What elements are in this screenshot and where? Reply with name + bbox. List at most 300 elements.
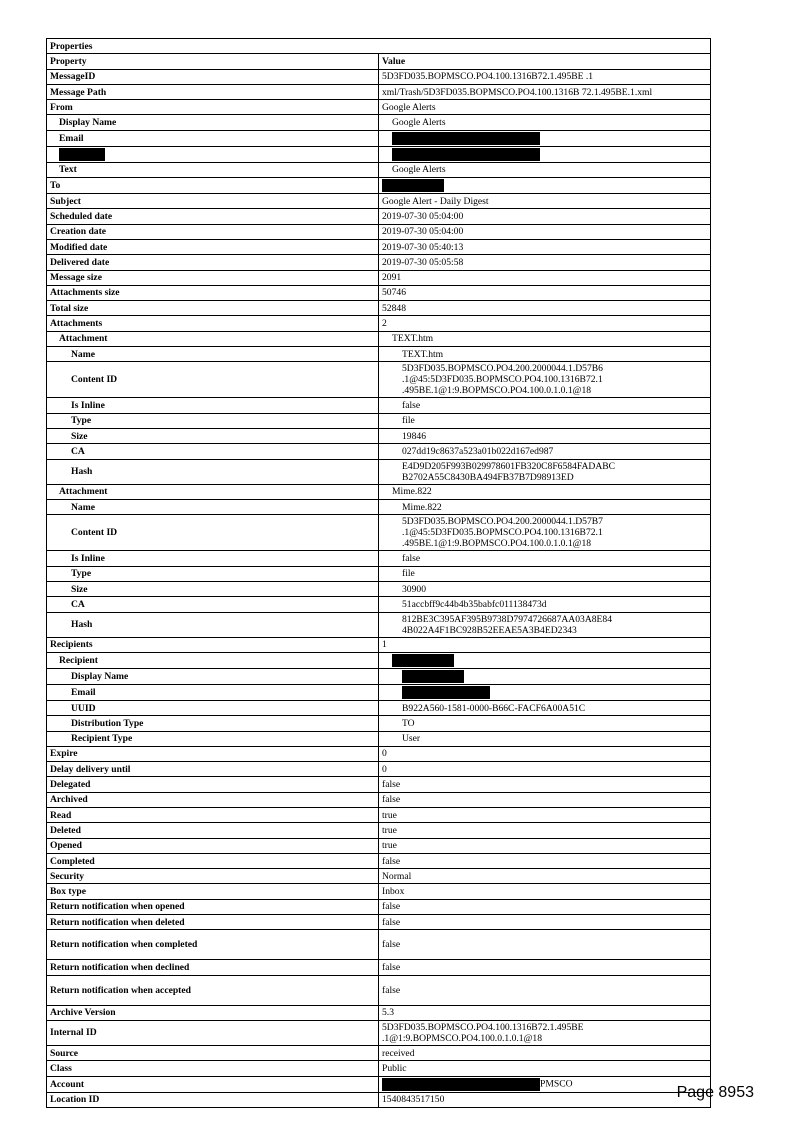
property-value — [379, 853, 711, 868]
redaction-block — [59, 148, 105, 161]
property-name-text: Return notification when deleted — [50, 916, 185, 928]
property-value — [379, 515, 711, 551]
property-value-text: false — [382, 855, 401, 867]
redaction-block — [392, 654, 454, 667]
property-value-text: Inbox — [382, 886, 405, 898]
property-name-text: Content ID — [71, 527, 118, 539]
property-value-text: Google Alert - Daily Digest — [382, 195, 489, 207]
property-name-text: Size — [71, 430, 88, 442]
property-value — [379, 884, 711, 899]
property-name — [47, 581, 379, 596]
property-value-text: Normal — [382, 870, 412, 882]
property-name — [47, 597, 379, 612]
property-value-text: 0 — [382, 763, 387, 775]
property-row — [47, 853, 711, 868]
property-name-text: Delay delivery until — [50, 763, 131, 775]
property-name-text: Total size — [50, 302, 89, 314]
property-value — [379, 347, 711, 362]
property-value — [379, 637, 711, 652]
property-name-text: Attachment — [59, 333, 108, 345]
property-value-text: 2091 — [382, 272, 402, 284]
property-row — [47, 398, 711, 413]
properties-body — [47, 39, 711, 1108]
property-name — [47, 239, 379, 254]
section-title: Properties — [47, 39, 711, 54]
property-row — [47, 362, 711, 398]
property-name — [47, 115, 379, 130]
property-row — [47, 69, 711, 84]
redaction-block — [402, 686, 490, 699]
property-row — [47, 668, 711, 684]
property-row — [47, 612, 711, 637]
property-name-text: Modified date — [50, 241, 108, 253]
property-row — [47, 652, 711, 668]
section-title-row — [47, 39, 711, 54]
property-value-text: 51accbff9c44b4b35babfc011138473d — [402, 598, 547, 610]
property-name — [47, 100, 379, 115]
property-name-text: Is Inline — [71, 400, 105, 412]
property-name-text: Display Name — [59, 117, 117, 129]
property-row — [47, 777, 711, 792]
property-name — [47, 1046, 379, 1061]
property-name-text: Opened — [50, 840, 82, 852]
header-row — [47, 54, 711, 69]
property-row — [47, 331, 711, 346]
property-row — [47, 1061, 711, 1076]
property-row — [47, 115, 711, 130]
property-name — [47, 194, 379, 209]
property-row — [47, 823, 711, 838]
property-value — [379, 612, 711, 637]
property-row — [47, 459, 711, 484]
property-name-text: Message Path — [50, 86, 107, 98]
property-value-text: 2019-07-30 05:40:13 — [382, 241, 464, 253]
property-value-text: Google Alerts — [392, 117, 446, 129]
property-row — [47, 84, 711, 99]
property-row — [47, 347, 711, 362]
property-value-text: 2 — [382, 318, 387, 330]
property-name-text: Read — [50, 809, 72, 821]
property-value-text: false — [402, 553, 421, 564]
property-row — [47, 684, 711, 700]
redaction-block — [392, 132, 540, 145]
property-value — [379, 930, 711, 960]
property-name-text: Return notification when declined — [50, 962, 190, 973]
property-name-text: Email — [59, 132, 84, 144]
property-row — [47, 1092, 711, 1107]
property-name-text: Attachments — [50, 318, 103, 330]
property-name — [47, 499, 379, 514]
property-row — [47, 838, 711, 853]
property-value — [379, 869, 711, 884]
property-value-text: TEXT.htm — [402, 348, 444, 360]
property-value-text: 5D3FD035.BOPMSCO.PO4.200.2000044.1.D57B6 .1@45:5D3FD035.BOPMSCO.PO4.100.1316B72.1 .495BE.1@1:9.BOPMSCO.PO4.100.0.1.0.1@18 — [402, 363, 603, 397]
property-name — [47, 762, 379, 777]
property-name — [47, 347, 379, 362]
property-name-text: Deleted — [50, 824, 81, 836]
property-value-text: 5D3FD035.BOPMSCO.PO4.100.1316B72.1.495BE .1@1:9.BOPMSCO.PO4.100.0.1.0.1@18 — [382, 1021, 584, 1044]
property-value-text: 5D3FD035.BOPMSCO.PO4.100.1316B72.1.495BE .1 — [382, 71, 594, 83]
property-name-text: Location ID — [50, 1094, 100, 1106]
property-value — [379, 84, 711, 99]
property-value — [379, 429, 711, 444]
property-value-text: false — [382, 939, 401, 951]
property-row — [47, 762, 711, 777]
property-row — [47, 194, 711, 209]
property-row — [47, 239, 711, 254]
property-value — [379, 316, 711, 331]
property-name-text: MessageID — [50, 71, 96, 83]
property-name — [47, 731, 379, 746]
property-value — [379, 731, 711, 746]
property-value-text: false — [382, 779, 401, 791]
property-name — [47, 960, 379, 975]
property-name-text: Class — [50, 1062, 72, 1074]
property-name — [47, 1076, 379, 1092]
property-name-text: Type — [71, 415, 92, 427]
property-row — [47, 716, 711, 731]
property-row — [47, 316, 711, 331]
property-value — [379, 270, 711, 285]
property-value — [379, 285, 711, 300]
property-value-text: PMSCO — [540, 1078, 573, 1090]
property-row — [47, 1076, 711, 1092]
property-value — [379, 1020, 711, 1045]
property-value — [379, 668, 711, 684]
property-value-text: 027dd19c8637a523a01b022d167ed987 — [402, 445, 554, 457]
property-value — [379, 100, 711, 115]
property-value — [379, 762, 711, 777]
property-name — [47, 899, 379, 914]
property-name — [47, 285, 379, 300]
property-value — [379, 684, 711, 700]
property-name — [47, 224, 379, 239]
property-value — [379, 413, 711, 428]
property-value-text: 0 — [382, 748, 387, 760]
property-value — [379, 652, 711, 668]
property-name-text: Return notification when accepted — [50, 984, 191, 996]
property-row — [47, 792, 711, 807]
property-value — [379, 69, 711, 84]
property-row — [47, 499, 711, 514]
header-property: Property — [47, 54, 379, 69]
property-row — [47, 869, 711, 884]
property-value — [379, 224, 711, 239]
property-name-text: Account — [50, 1078, 85, 1090]
property-value — [379, 975, 711, 1005]
property-row — [47, 915, 711, 930]
property-name-text: Size — [71, 583, 88, 595]
property-row — [47, 100, 711, 115]
property-name — [47, 792, 379, 807]
header-value: Value — [379, 54, 711, 69]
property-value — [379, 960, 711, 975]
property-row — [47, 178, 711, 194]
property-name — [47, 270, 379, 285]
property-value-text: xml/Trash/5D3FD035.BOPMSCO.PO4.100.1316B 72.1.495BE.1.xml — [382, 86, 653, 98]
property-name — [47, 823, 379, 838]
property-name-text: CA — [71, 598, 85, 610]
property-value-text: 2019-07-30 05:04:00 — [382, 211, 464, 222]
property-value-text: false — [402, 400, 421, 412]
properties-table — [46, 38, 711, 1108]
property-name-text: Expire — [50, 748, 78, 760]
property-row — [47, 581, 711, 596]
property-name-text: Creation date — [50, 226, 107, 238]
property-row — [47, 899, 711, 914]
property-value — [379, 716, 711, 731]
redaction-block — [392, 148, 540, 161]
property-value-text: file — [402, 415, 415, 427]
property-row — [47, 285, 711, 300]
property-row — [47, 130, 711, 146]
property-value-text: false — [382, 916, 401, 928]
property-name — [47, 869, 379, 884]
property-row — [47, 209, 711, 224]
property-row — [47, 162, 711, 177]
property-name — [47, 975, 379, 1005]
property-name — [47, 716, 379, 731]
property-value-text: 30900 — [402, 583, 426, 595]
property-value-text: 50746 — [382, 287, 406, 299]
property-row — [47, 731, 711, 746]
property-row — [47, 975, 711, 1005]
property-name-text: Hash — [71, 619, 93, 631]
property-name-text: Subject — [50, 195, 81, 207]
property-name — [47, 84, 379, 99]
property-value-text: 812BE3C395AF395B9738D7974726687AA03A8E84 4B022A4F1BC928B52EEAE5A3B4ED2343 — [402, 613, 613, 636]
property-value — [379, 301, 711, 316]
property-value — [379, 746, 711, 761]
property-value-text: 5.3 — [382, 1007, 394, 1019]
redaction-block — [382, 1078, 540, 1091]
property-row — [47, 1020, 711, 1045]
property-value-text: B922A560-1581-0000-B66C-FACF6A00A51C — [402, 702, 586, 714]
property-value-text: true — [382, 840, 397, 852]
property-name — [47, 162, 379, 177]
property-value — [379, 1046, 711, 1061]
property-name — [47, 130, 379, 146]
property-row — [47, 146, 711, 162]
property-name — [47, 915, 379, 930]
property-row — [47, 484, 711, 499]
property-name-text: Archive Version — [50, 1007, 116, 1019]
property-name-text: Scheduled date — [50, 211, 113, 222]
property-value — [379, 178, 711, 194]
property-value — [379, 700, 711, 715]
property-name — [47, 1061, 379, 1076]
property-row — [47, 270, 711, 285]
property-name — [47, 884, 379, 899]
property-value-text: 2019-07-30 05:05:58 — [382, 256, 464, 268]
property-value-text: false — [382, 984, 401, 996]
property-value — [379, 1061, 711, 1076]
property-name-text: Box type — [50, 886, 86, 898]
property-value — [379, 459, 711, 484]
property-name-text: Source — [50, 1047, 79, 1059]
property-value-text: Google Alerts — [382, 101, 436, 113]
property-value — [379, 777, 711, 792]
property-name-text: Attachment — [59, 486, 108, 498]
property-value-text: 52848 — [382, 302, 406, 314]
property-value — [379, 194, 711, 209]
property-name-text: From — [50, 101, 73, 113]
property-row — [47, 597, 711, 612]
property-name-text: Recipient Type — [71, 733, 133, 745]
property-name-text: Return notification when opened — [50, 901, 185, 913]
property-value-text: Mime.822 — [402, 501, 442, 513]
property-name — [47, 444, 379, 459]
property-value — [379, 146, 711, 162]
property-name — [47, 808, 379, 823]
property-value — [379, 1076, 711, 1092]
property-name — [47, 853, 379, 868]
property-value — [379, 398, 711, 413]
property-name-text: To — [50, 180, 61, 192]
property-name — [47, 566, 379, 581]
property-row — [47, 1005, 711, 1020]
redaction-block — [402, 670, 464, 683]
property-row — [47, 413, 711, 428]
property-name — [47, 413, 379, 428]
property-name-text: Recipients — [50, 639, 93, 651]
property-row — [47, 746, 711, 761]
property-value-text: file — [402, 568, 415, 580]
property-row — [47, 1046, 711, 1061]
property-name — [47, 551, 379, 566]
property-name — [47, 746, 379, 761]
property-value-text: true — [382, 809, 397, 821]
property-value — [379, 255, 711, 270]
property-name-text: CA — [71, 445, 85, 457]
property-name — [47, 209, 379, 224]
property-value-text: Public — [382, 1062, 407, 1074]
property-value-text: 2019-07-30 05:04:00 — [382, 226, 464, 238]
property-value — [379, 551, 711, 566]
property-name-text: Attachments size — [50, 287, 120, 299]
property-name — [47, 515, 379, 551]
property-row — [47, 960, 711, 975]
property-row — [47, 255, 711, 270]
property-row — [47, 884, 711, 899]
property-value — [379, 362, 711, 398]
property-name — [47, 612, 379, 637]
property-name — [47, 930, 379, 960]
property-row — [47, 566, 711, 581]
property-value — [379, 915, 711, 930]
property-name-text: Display Name — [71, 670, 129, 682]
property-name — [47, 301, 379, 316]
property-name-text: Is Inline — [71, 553, 105, 564]
property-name-text: Name — [71, 501, 95, 513]
property-name — [47, 178, 379, 194]
property-value — [379, 115, 711, 130]
property-value-text: 1540843517150 — [382, 1094, 445, 1106]
property-row — [47, 637, 711, 652]
property-name — [47, 69, 379, 84]
property-name — [47, 362, 379, 398]
property-value-text: false — [382, 901, 401, 913]
property-value — [379, 484, 711, 499]
property-value — [379, 808, 711, 823]
property-name-text: Return notification when completed — [50, 939, 198, 951]
property-value-text: Mime.822 — [392, 486, 432, 498]
property-name-text: Type — [71, 568, 92, 580]
property-row — [47, 700, 711, 715]
property-value — [379, 162, 711, 177]
property-name — [47, 146, 379, 162]
property-name-text: Delegated — [50, 779, 91, 791]
property-name-text: Message size — [50, 272, 102, 284]
property-value-text: User — [402, 733, 421, 745]
property-value — [379, 444, 711, 459]
property-value — [379, 239, 711, 254]
property-name — [47, 255, 379, 270]
property-value — [379, 838, 711, 853]
property-value-text: true — [382, 824, 397, 836]
property-value-text: Google Alerts — [392, 164, 446, 176]
property-row — [47, 930, 711, 960]
property-name-text: Archived — [50, 794, 88, 806]
property-row — [47, 551, 711, 566]
property-name-text: Delivered date — [50, 256, 110, 268]
property-name — [47, 1092, 379, 1107]
property-value-text: TEXT.htm — [392, 333, 434, 345]
property-value-text: false — [382, 794, 401, 806]
property-name-text: Name — [71, 348, 95, 360]
property-value — [379, 597, 711, 612]
property-name — [47, 652, 379, 668]
redaction-block — [382, 179, 444, 192]
property-name-text: Email — [71, 686, 96, 698]
property-name-text: Security — [50, 870, 85, 882]
property-name — [47, 777, 379, 792]
property-name — [47, 484, 379, 499]
property-name-text: UUID — [71, 702, 96, 714]
property-value — [379, 1092, 711, 1107]
property-name — [47, 459, 379, 484]
property-value — [379, 823, 711, 838]
property-value — [379, 209, 711, 224]
property-value-text: TO — [402, 717, 415, 729]
property-name-text: Hash — [71, 466, 93, 478]
property-value-text: 1 — [382, 639, 387, 651]
property-name — [47, 637, 379, 652]
property-value — [379, 792, 711, 807]
property-name-text: Recipient — [59, 654, 98, 666]
property-value — [379, 1005, 711, 1020]
property-value — [379, 581, 711, 596]
property-value-text: 5D3FD035.BOPMSCO.PO4.200.2000044.1.D57B7 .1@45:5D3FD035.BOPMSCO.PO4.100.1316B72.1 .495BE.1@1:9.BOPMSCO.PO4.100.0.1.0.1@18 — [402, 516, 603, 550]
property-row — [47, 224, 711, 239]
page-number: Page 8953 — [676, 1084, 754, 1101]
property-value — [379, 130, 711, 146]
property-value — [379, 331, 711, 346]
property-name-text: Completed — [50, 855, 95, 867]
property-row — [47, 444, 711, 459]
property-value-text: 19846 — [402, 430, 426, 442]
property-value — [379, 566, 711, 581]
property-name — [47, 398, 379, 413]
property-name-text: Text — [59, 164, 77, 176]
property-row — [47, 429, 711, 444]
property-value — [379, 899, 711, 914]
property-name — [47, 838, 379, 853]
property-value-text: E4D9D205F993B029978601FB320C8F6584FADABC B2702A55C8430BA494FB37B7D98913ED — [402, 460, 616, 483]
property-name-text: Internal ID — [50, 1027, 97, 1039]
property-name — [47, 700, 379, 715]
property-value — [379, 499, 711, 514]
